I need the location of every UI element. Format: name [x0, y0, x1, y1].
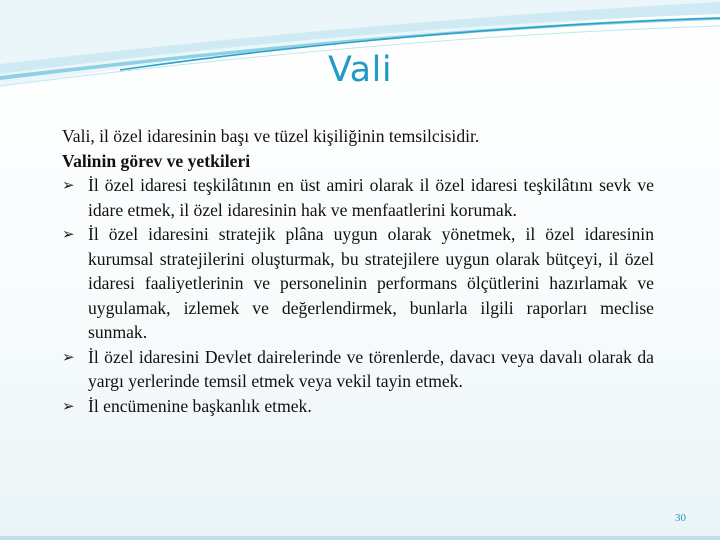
duties-list	[62, 173, 654, 418]
list-item	[62, 394, 654, 419]
list-item-text: İl encümenine başkanlık etmek.	[88, 395, 312, 416]
list-item	[62, 173, 654, 222]
footer-bar	[0, 536, 720, 540]
slide-title: Vali	[327, 50, 393, 90]
list-item-text: İl özel idaresini Devlet dairelerinde ve törenlerde, davacı veya davalı olarak da yargı yerlerinde temsil etmek veya vekil tayin etmek.	[88, 346, 654, 391]
intro-text: Vali, il özel idaresinin başı ve tüzel kişiliğinin temsilcisidir.	[62, 126, 480, 146]
page-number: 30	[675, 512, 686, 524]
arrow-bullet-icon: ➢	[62, 225, 75, 243]
list-item-text: İl özel idaresi teşkilâtının en üst amiri olarak il özel idaresi teşkilâtını sevk ve idare etmek, il özel idaresinin hak ve menfaatlerini korumak.	[88, 175, 654, 220]
list-item-text: İl özel idaresini stratejik plâna uygun olarak yönetmek, il özel idaresinin kurumsal stratejilerini oluşturmak, bu stratejilere uygun olarak bütçeyi, il özel idaresi faaliyetlerinin ve personelinin performans ölçütlerini hazırlamak ve uygulamak, izlemek ve değerlendirmek, bunlarla ilgili raporları meclise sunmak.	[88, 224, 654, 342]
list-item	[62, 345, 654, 394]
list-item	[62, 222, 654, 345]
arrow-bullet-icon: ➢	[62, 396, 75, 415]
arrow-bullet-icon: ➢	[62, 347, 75, 366]
slide-body	[62, 124, 654, 418]
section-heading: Valinin görev ve yetkileri	[62, 150, 251, 171]
arrow-bullet-icon: ➢	[62, 176, 75, 194]
